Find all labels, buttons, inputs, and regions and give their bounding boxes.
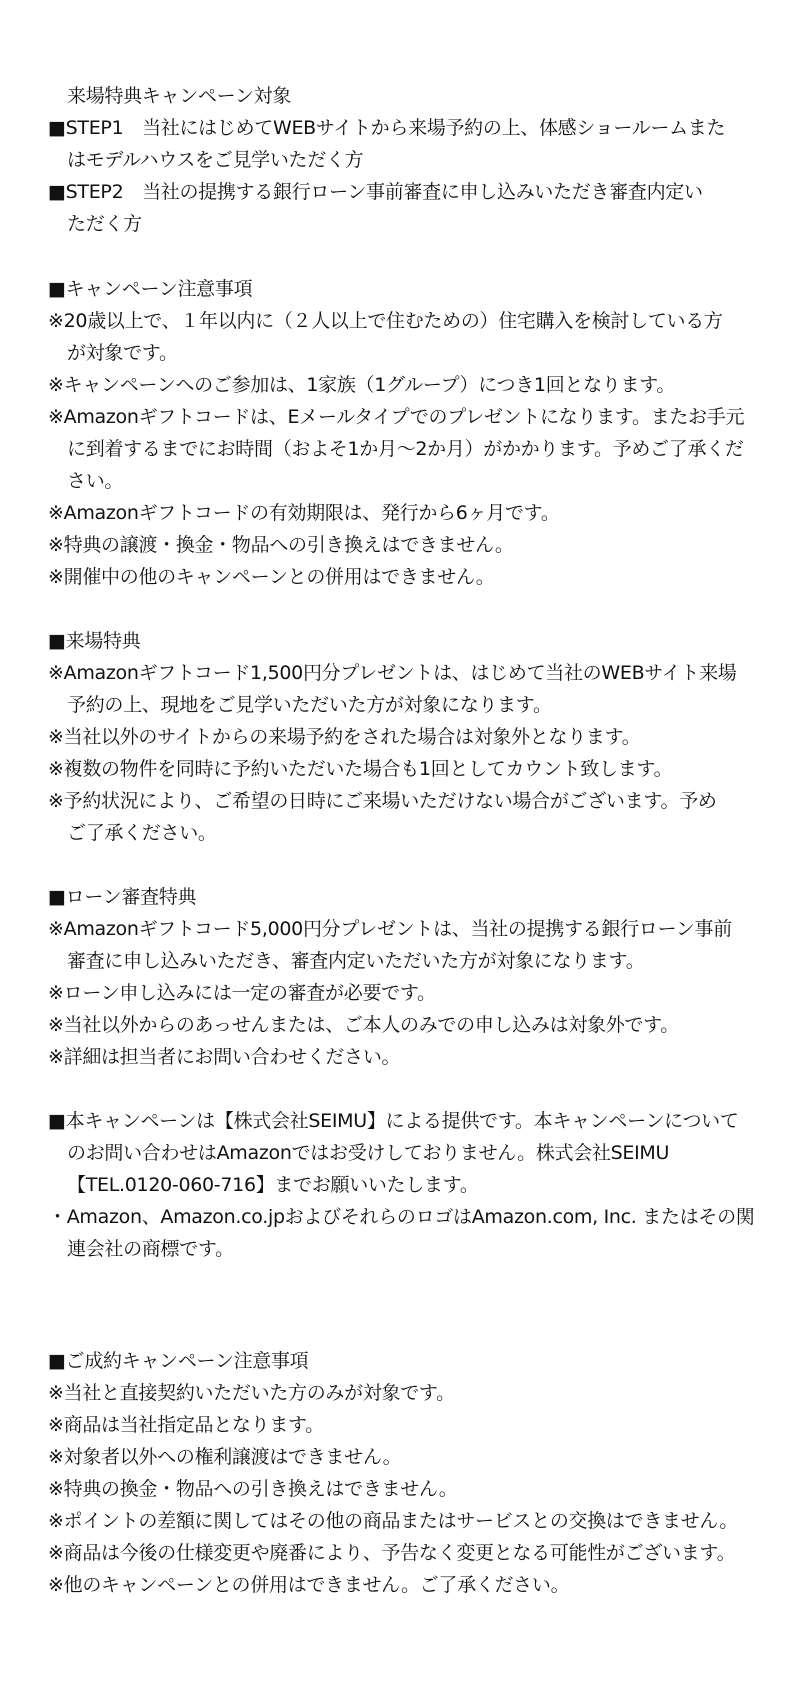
text-line: ※Amazonギフトコード1,500円分プレゼントは、はじめて当社のWEBサイト来場 bbox=[48, 662, 737, 684]
section-heading: ■キャンペーン注意事項 bbox=[48, 278, 253, 300]
text-line: ※ローン申し込みには一定の審査が必要です。 bbox=[48, 982, 436, 1004]
text-line: ※商品は当社指定品となります。 bbox=[48, 1414, 324, 1436]
section-heading: ■ローン審査特典 bbox=[48, 886, 197, 908]
text-line: ※商品は今後の仕様変更や廃番により、予告なく変更となる可能性がございます。 bbox=[48, 1542, 736, 1564]
text-line: ※他のキャンペーンとの併用はできません。ご了承ください。 bbox=[48, 1574, 570, 1596]
section-heading: ■本キャンペーンは【株式会社SEIMU】による提供です。本キャンペーンについて bbox=[48, 1110, 739, 1132]
text-line: ※当社と直接契約いただいた方のみが対象です。 bbox=[48, 1382, 455, 1404]
text-line: ※20歳以上で、１年以内に（２人以上で住むための）住宅購入を検討している方 bbox=[48, 310, 723, 332]
text-line: ※予約状況により、ご希望の日時にご来場いただけない場合がございます。予め bbox=[48, 790, 717, 812]
text-line: ただく方 bbox=[67, 213, 142, 235]
text-line: ※キャンペーンへのご参加は、1家族（1グループ）につき1回となります。 bbox=[48, 374, 676, 396]
text-line: さい。 bbox=[67, 470, 124, 492]
text-line: 審査に申し込みいただき、審査内定いただいた方が対象になります。 bbox=[67, 950, 645, 972]
text-line: 【TEL.0120-060-716】までお願いいたします。 bbox=[67, 1174, 479, 1196]
text-line: ご了承ください。 bbox=[67, 822, 217, 844]
text-line: ※当社以外からのあっせんまたは、ご本人のみでの申し込みは対象外です。 bbox=[48, 1014, 680, 1036]
text-line: のお問い合わせはAmazonではお受けしておりません。株式会社SEIMU bbox=[67, 1142, 670, 1164]
text-line: ※Amazonギフトコードは、Eメールタイプでのプレゼントになります。またお手元 bbox=[48, 406, 745, 428]
text-line: ■STEP2 当社の提携する銀行ローン事前審査に申し込みいただき審査内定い bbox=[48, 181, 703, 203]
text-line: ※Amazonギフトコード5,000円分プレゼントは、当社の提携する銀行ローン事前 bbox=[48, 918, 732, 940]
text-line: ※詳細は担当者にお問い合わせください。 bbox=[48, 1046, 401, 1068]
text-line: ※ポイントの差額に関してはその他の商品またはサービスとの交換はできません。 bbox=[48, 1510, 738, 1532]
text-line: 連会社の商標です。 bbox=[67, 1238, 234, 1260]
section-heading: ■来場特典 bbox=[48, 630, 141, 652]
text-line: ※対象者以外への権利譲渡はできません。 bbox=[48, 1446, 402, 1468]
text-line: ※Amazonギフトコードの有効期限は、発行から6ヶ月です。 bbox=[48, 502, 560, 524]
section-heading: ■ご成約キャンペーン注意事項 bbox=[48, 1350, 309, 1372]
text-line: ※開催中の他のキャンペーンとの併用はできません。 bbox=[48, 566, 495, 588]
text-line: に到着するまでにお時間（およそ1か月～2か月）がかかります。予めご了承くだ bbox=[67, 438, 744, 460]
text-line: ※特典の換金・物品への引き換えはできません。 bbox=[48, 1478, 458, 1500]
text-line: ・Amazon、Amazon.co.jpおよびそれらのロゴはAmazon.com, Inc. またはその関 bbox=[48, 1206, 755, 1228]
text-line: ※複数の物件を同時に予約いただいた場合も1回としてカウント致します。 bbox=[48, 758, 673, 780]
text-line: ※当社以外のサイトからの来場予約をされた場合は対象外となります。 bbox=[48, 726, 641, 748]
text-line: はモデルハウスをご見学いただく方 bbox=[67, 149, 364, 171]
text-line: が対象です。 bbox=[67, 342, 178, 364]
text-line: 予約の上、現地をご見学いただいた方が対象になります。 bbox=[67, 694, 552, 716]
text-line: 来場特典キャンペーン対象 bbox=[67, 85, 292, 107]
text-line: ■STEP1 当社にはじめてWEBサイトから来場予約の上、体感ショールームまた bbox=[48, 117, 726, 139]
text-line: ※特典の譲渡・換金・物品への引き換えはできません。 bbox=[48, 534, 514, 556]
